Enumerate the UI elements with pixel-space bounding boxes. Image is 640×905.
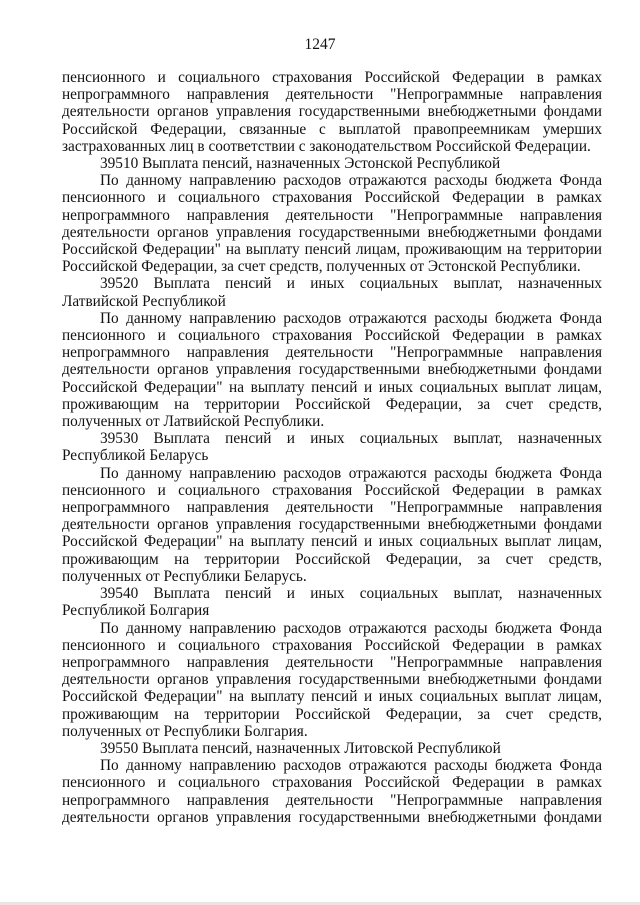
section-body-39520: По данному направлению расходов отражаются расходы бюджета Фонда пенсионного и социального страхования Российской Федерации в рамках непрограммного направления деятельности "Непрограммные направления деятельности органов управления государственными внебюджетными фондами Российской Федерации" на выплату пенсий и иных социальных выплат лицам, проживающим на территории Российской Федерации, за счет средств, полученных от Латвийской Республики. xyxy=(62,309,602,431)
document-body xyxy=(62,69,602,826)
section-code: 39540 xyxy=(100,585,139,603)
section-heading-39510 xyxy=(62,155,602,172)
section-heading-39540 xyxy=(62,585,602,619)
section-code: 39520 xyxy=(100,275,139,293)
section-code: 39550 xyxy=(100,739,139,757)
section-heading-39530 xyxy=(62,430,602,464)
section-heading-39550 xyxy=(62,740,602,757)
section-body-39530: По данному направлению расходов отражаются расходы бюджета Фонда пенсионного и социального страхования Российской Федерации в рамках непрограммного направления деятельности "Непрограммные направления деятельности органов управления государственными внебюджетными фондами Российской Федерации" на выплату пенсий и иных социальных выплат лицам, проживающим на территории Российской Федерации, за счет средств, полученных от Республики Беларусь. xyxy=(62,464,602,585)
section-title: Выплата пенсий, назначенных Эстонской Республикой xyxy=(142,155,501,173)
page-number: 1247 xyxy=(304,36,336,53)
section-body-39540: По данному направлению расходов отражаются расходы бюджета Фонда пенсионного и социального страхования Российской Федерации в рамках непрограммного направления деятельности "Непрограммные направления деятельности органов управления государственными внебюджетными фондами Российской Федерации" на выплату пенсий и иных социальных выплат лицам, проживающим на территории Российской Федерации, за счет средств, полученных от Республики Болгария. xyxy=(62,619,602,740)
paragraph-continuation: пенсионного и социального страхования Российской Федерации в рамках непрограммного направления деятельности "Непрограммные направления деятельности органов управления государственными внебюджетными фондами Российской Федерации, связанные с выплатой правопреемникам умерших застрахованных лиц в соответствии с законодательством Российской Федерации. xyxy=(62,69,602,155)
section-title: Выплата пенсий и иных социальных выплат, назначенных Республикой Беларусь xyxy=(62,430,602,465)
section-code: 39510 xyxy=(100,155,139,173)
section-code: 39530 xyxy=(100,430,139,448)
section-title: Выплата пенсий и иных социальных выплат, назначенных Латвийской Республикой xyxy=(62,275,602,310)
section-heading-39520 xyxy=(62,275,602,309)
section-title: Выплата пенсий, назначенных Литовской Республикой xyxy=(142,739,501,757)
section-title: Выплата пенсий и иных социальных выплат, назначенных Республикой Болгария xyxy=(62,585,602,620)
section-body-39550: По данному направлению расходов отражаются расходы бюджета Фонда пенсионного и социального страхования Российской Федерации в рамках непрограммного направления деятельности "Непрограммные направления деятельности органов управления государственными внебюджетными фондами xyxy=(62,757,602,826)
section-body-39510: По данному направлению расходов отражаются расходы бюджета Фонда пенсионного и социального страхования Российской Федерации в рамках непрограммного направления деятельности "Непрограммные направления деятельности органов управления государственными внебюджетными фондами Российской Федерации" на выплату пенсий лицам, проживающим на территории Российской Федерации, за счет средств, полученных от Эстонской Республики. xyxy=(62,172,602,276)
